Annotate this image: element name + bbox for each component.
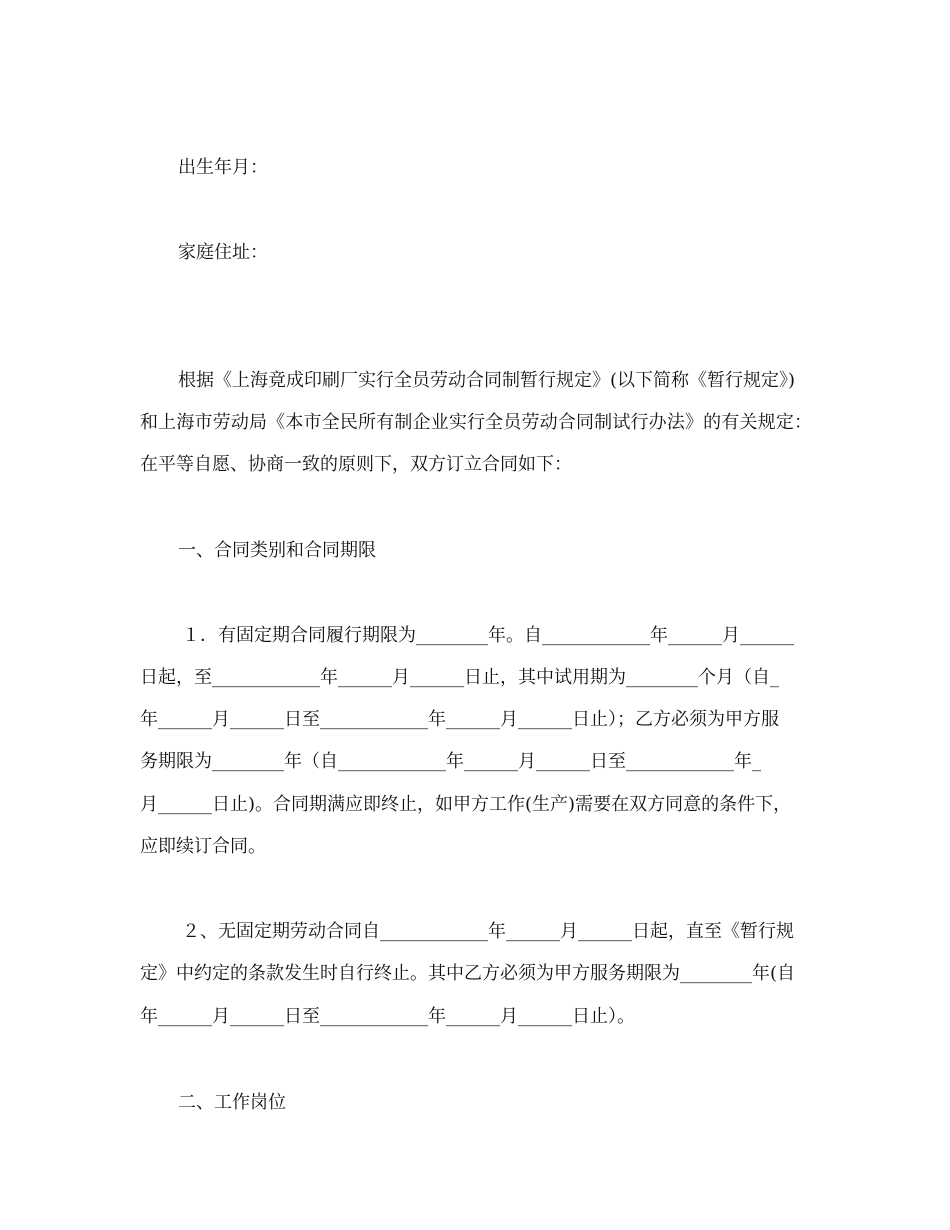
item-1-line-3: 年______月______日至____________年______月______日止）；乙方必须为甲方服 <box>140 709 779 730</box>
preamble-line-3: 在平等自愿、协商一致的原则下，双方订立合同如下： <box>140 454 572 475</box>
item-1-line-5: 月______日止)。合同期满应即终止，如甲方工作(生产)需要在双方同意的条件下， <box>140 794 792 815</box>
item-2-line-3: 年______月______日至____________年______月______日止）。 <box>140 1006 635 1027</box>
item-1-line-4: 务期限为________年（自____________年______月______日至____________年_ <box>140 751 761 772</box>
preamble-line-2: 和上海市劳动局《本市全民所有制企业实行全员劳动合同制试行办法》的有关规定： <box>140 412 812 433</box>
home-address-field: 家庭住址： <box>178 242 268 263</box>
item-1-line-1: １．有固定期合同履行期限为________年。自____________年______月______ <box>182 625 794 646</box>
item-2-line-1: ２、无固定期劳动合同自____________年______月______日起，直至《暂行规 <box>182 921 794 942</box>
section-1-heading: 一、合同类别和合同期限 <box>178 540 376 561</box>
item-1-line-2: 日起，至____________年______月______日止，其中试用期为________个月（自_ <box>140 667 779 688</box>
preamble-line-1: 根据《上海竟成印刷厂实行全员劳动合同制暂行规定》(以下简称《暂行规定》) <box>178 370 796 391</box>
item-2-line-2: 定》中约定的条款发生时自行终止。其中乙方必须为甲方服务期限为________年(自 <box>140 963 796 984</box>
item-1-line-6: 应即续订合同。 <box>140 836 266 857</box>
birth-date-field: 出生年月： <box>178 157 268 178</box>
section-2-heading: 二、工作岗位 <box>178 1092 286 1113</box>
